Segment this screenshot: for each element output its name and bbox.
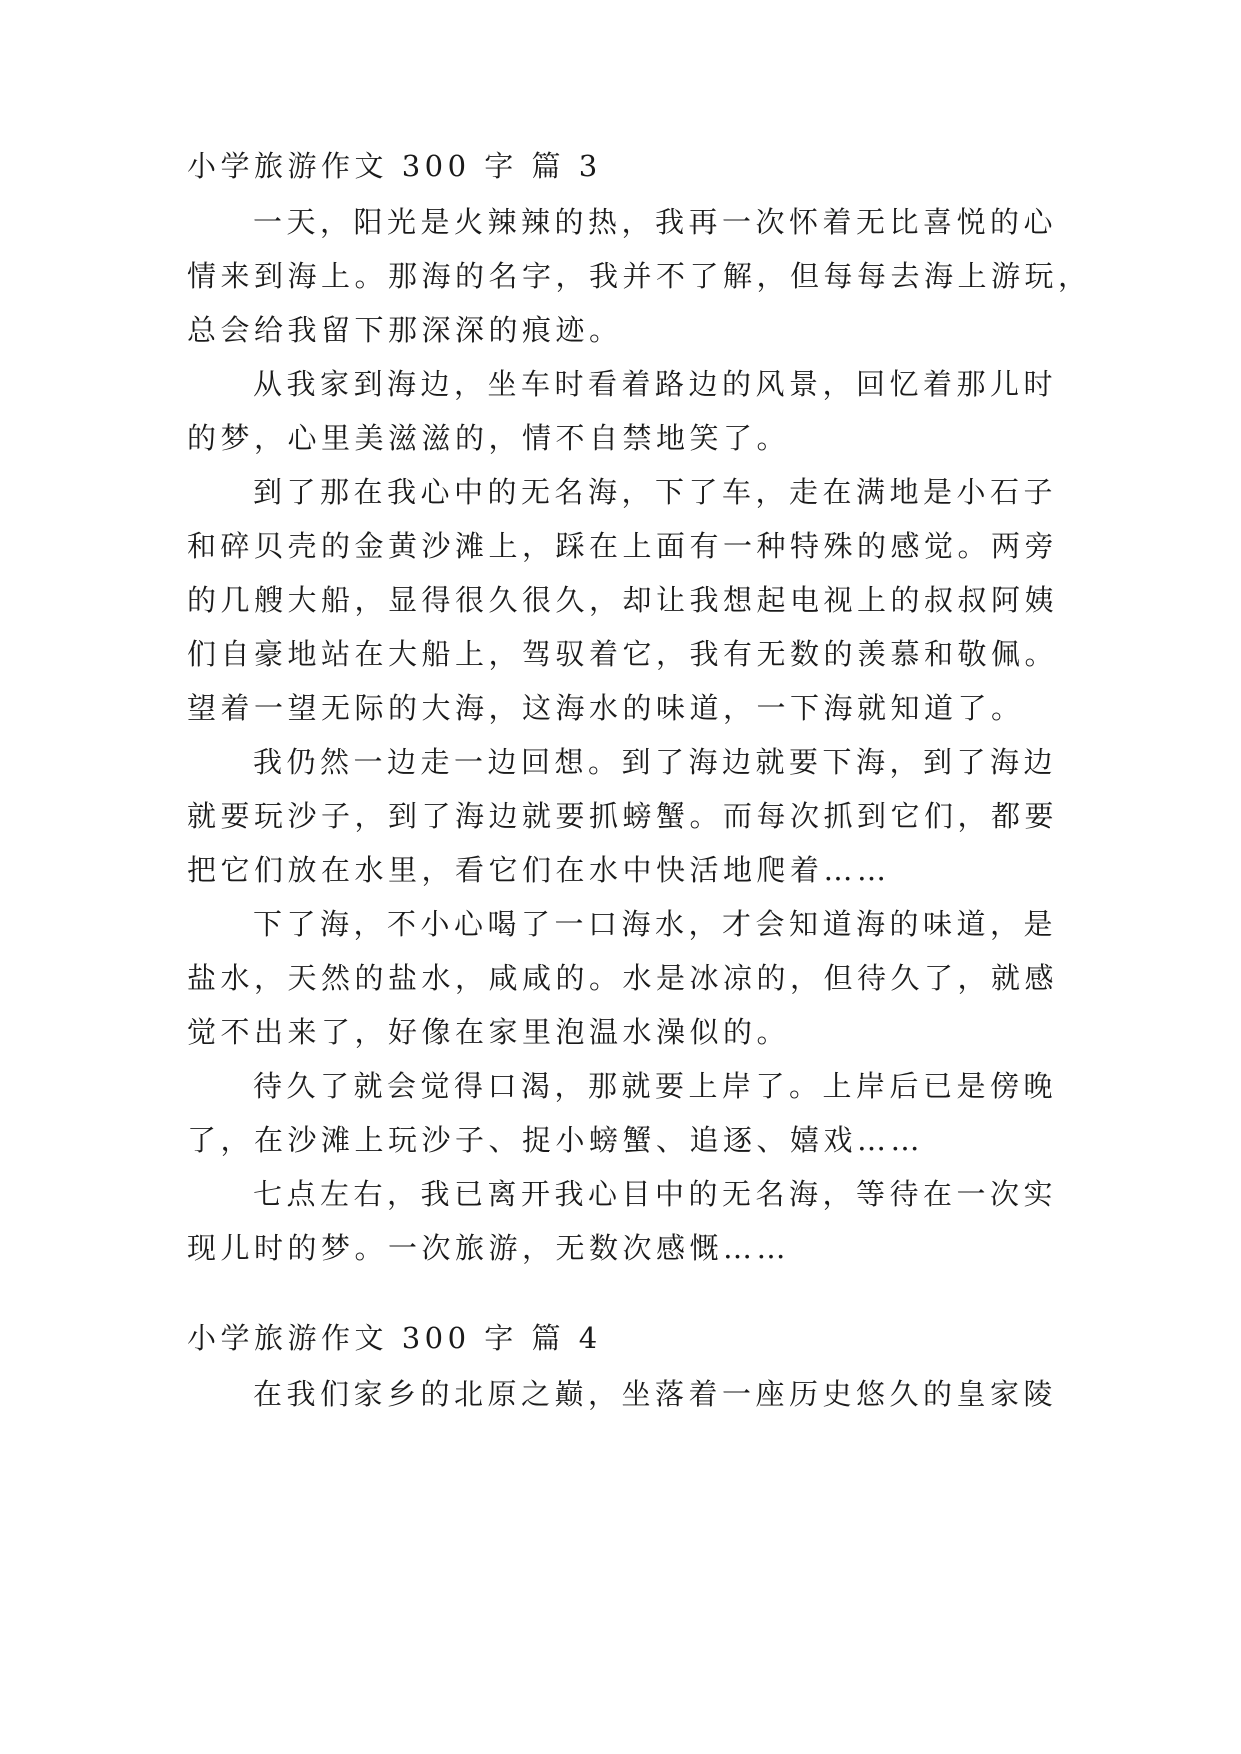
paragraph-line: 和碎贝壳的金黄沙滩上，踩在上面有一种特殊的感觉。两旁 bbox=[187, 529, 1059, 563]
paragraph-line: 们自豪地站在大船上，驾驭着它，我有无数的羡慕和敬佩。 bbox=[187, 637, 1059, 671]
paragraph-line: 现儿时的梦。一次旅游，无数次感慨…… bbox=[187, 1231, 791, 1265]
paragraph-line: 盐水，天然的盐水，咸咸的。水是冰凉的，但待久了，就感 bbox=[187, 961, 1059, 995]
paragraph-line: 的梦，心里美滋滋的，情不自禁地笑了。 bbox=[187, 421, 791, 455]
paragraph-line: 在我们家乡的北原之巅，坐落着一座历史悠久的皇家陵 bbox=[253, 1377, 1058, 1411]
paragraph-line: 了，在沙滩上玩沙子、捉小螃蟹、追逐、嬉戏…… bbox=[187, 1123, 925, 1157]
paragraph-line: 的几艘大船，显得很久很久，却让我想起电视上的叔叔阿姨 bbox=[187, 583, 1059, 617]
paragraph-line: 我仍然一边走一边回想。到了海边就要下海，到了海边 bbox=[253, 745, 1058, 779]
paragraph-line: 把它们放在水里，看它们在水中快活地爬着…… bbox=[187, 853, 891, 887]
paragraph-line: 总会给我留下那深深的痕迹。 bbox=[187, 313, 623, 347]
paragraph-line: 到了那在我心中的无名海，下了车，走在满地是小石子 bbox=[253, 475, 1058, 509]
paragraph-line: 七点左右，我已离开我心目中的无名海，等待在一次实 bbox=[253, 1177, 1058, 1211]
paragraph-line: 下了海，不小心喝了一口海水，才会知道海的味道，是 bbox=[253, 907, 1058, 941]
paragraph-line: 就要玩沙子，到了海边就要抓螃蟹。而每次抓到它们，都要 bbox=[187, 799, 1059, 833]
paragraph-line: 觉不出来了，好像在家里泡温水澡似的。 bbox=[187, 1015, 791, 1049]
paragraph-line: 待久了就会觉得口渴，那就要上岸了。上岸后已是傍晚 bbox=[253, 1069, 1058, 1103]
paragraph-line: 从我家到海边，坐车时看着路边的风景，回忆着那儿时 bbox=[253, 367, 1058, 401]
paragraph-line: 一天，阳光是火辣辣的热，我再一次怀着无比喜悦的心 bbox=[253, 205, 1058, 239]
paragraph-line: 情来到海上。那海的名字，我并不了解，但每每去海上游玩， bbox=[187, 259, 1092, 293]
section-heading: 小学旅游作文 300 字 篇 3 bbox=[187, 149, 602, 183]
section-heading: 小学旅游作文 300 字 篇 4 bbox=[187, 1321, 602, 1355]
paragraph-line: 望着一望无际的大海，这海水的味道，一下海就知道了。 bbox=[187, 691, 1025, 725]
